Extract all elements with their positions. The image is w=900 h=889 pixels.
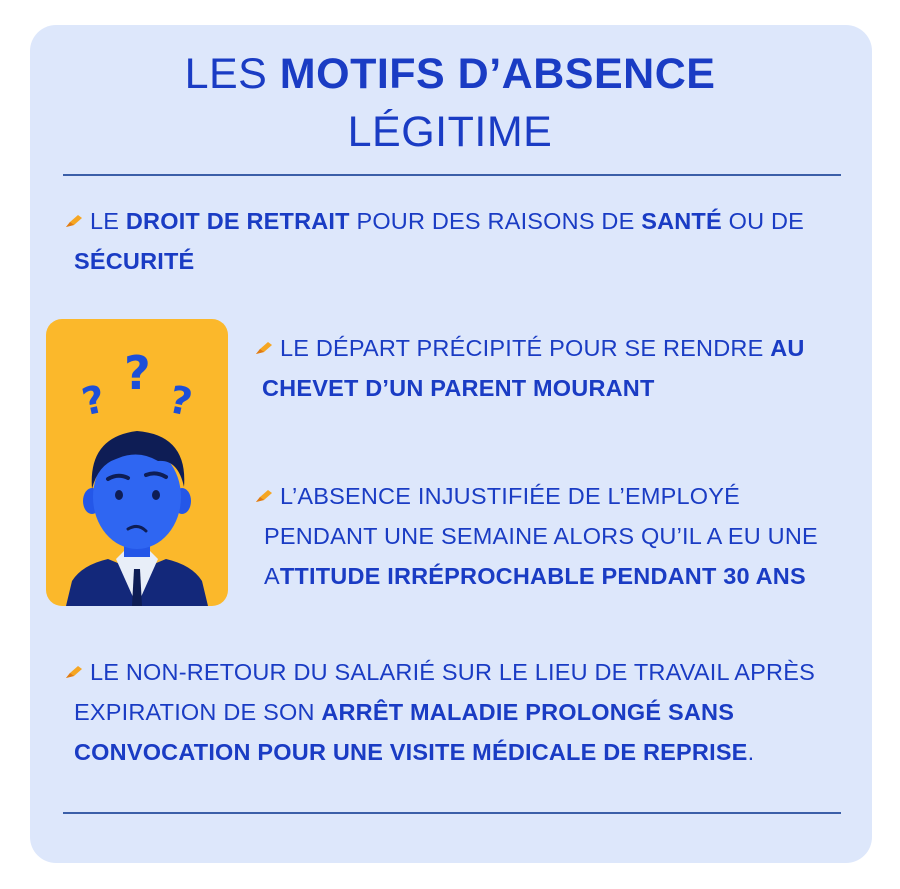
divider-bottom [63,812,841,814]
title-highlight: MOTIFS D’ABSENCE [279,50,716,98]
confused-man-icon [46,319,228,606]
item-1-line-1: LE DROIT DE RETRAIT POUR DES RAISONS DE SANTÉ OU DE [64,201,804,241]
confused-man-illustration [46,319,228,606]
svg-text:?: ? [78,376,109,425]
title-line-1: LES MOTIFS D’ABSENCE [184,50,716,98]
pencil-arrow-icon [64,213,84,229]
list-item-3 [254,476,818,596]
list-item-1 [64,201,804,281]
item-4-line-2: EXPIRATION DE SON ARRÊT MALADIE PROLONGÉ SANS [74,699,735,725]
pencil-arrow-icon [254,340,274,356]
item-4-line-3: CONVOCATION POUR UNE VISITE MÉDICALE DE REPRISE. [74,739,755,765]
item-3-line-2: PENDANT UNE SEMAINE ALORS QU’IL A EU UNE [264,523,818,549]
item-2-line-2: CHEVET D’UN PARENT MOURANT [262,375,655,401]
divider-top [63,174,841,176]
item-3-line-3: ATTITUDE IRRÉPROCHABLE PENDANT 30 ANS [264,563,806,589]
svg-text:?: ? [165,377,196,425]
item-1-line-2: SÉCURITÉ [74,248,195,274]
item-3-line-1: L’ABSENCE INJUSTIFIÉE DE L’EMPLOYÉ [254,476,818,516]
svg-text:?: ? [124,346,151,400]
item-2-line-1: LE DÉPART PRÉCIPITÉ POUR SE RENDRE AU [254,328,805,368]
pencil-arrow-icon [64,664,84,680]
item-4-line-1: LE NON-RETOUR DU SALARIÉ SUR LE LIEU DE TRAVAIL APRÈS [64,652,815,692]
pencil-arrow-icon [254,488,274,504]
title-line-2: LÉGITIME [347,108,553,156]
list-item-2 [254,328,805,408]
list-item-4 [64,652,815,772]
